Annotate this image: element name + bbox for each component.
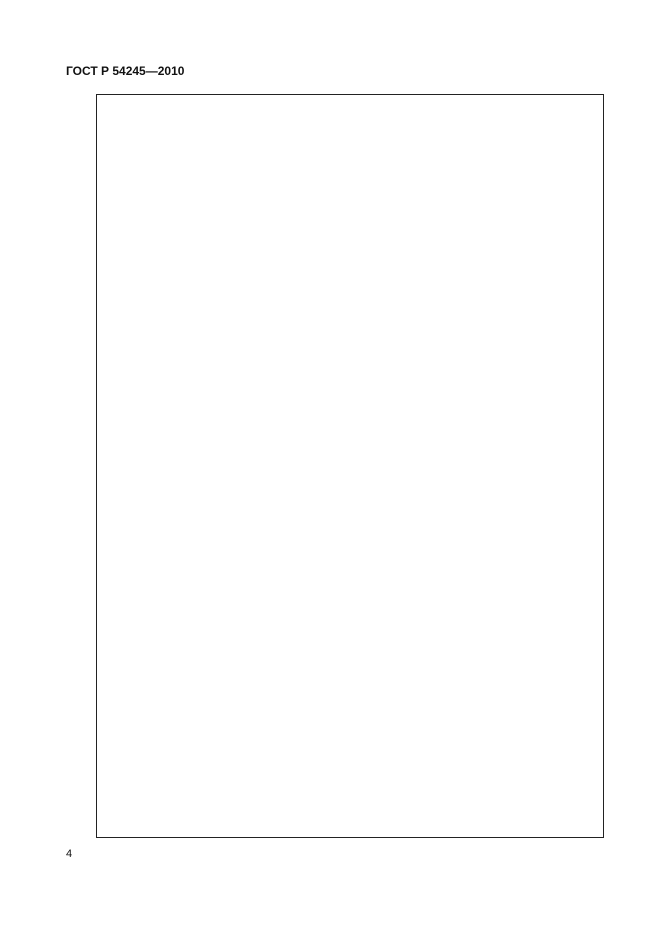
table [96, 94, 604, 838]
page-number: 4 [66, 848, 73, 860]
doc-title: ГОСТ Р 54245—2010 [66, 64, 185, 78]
